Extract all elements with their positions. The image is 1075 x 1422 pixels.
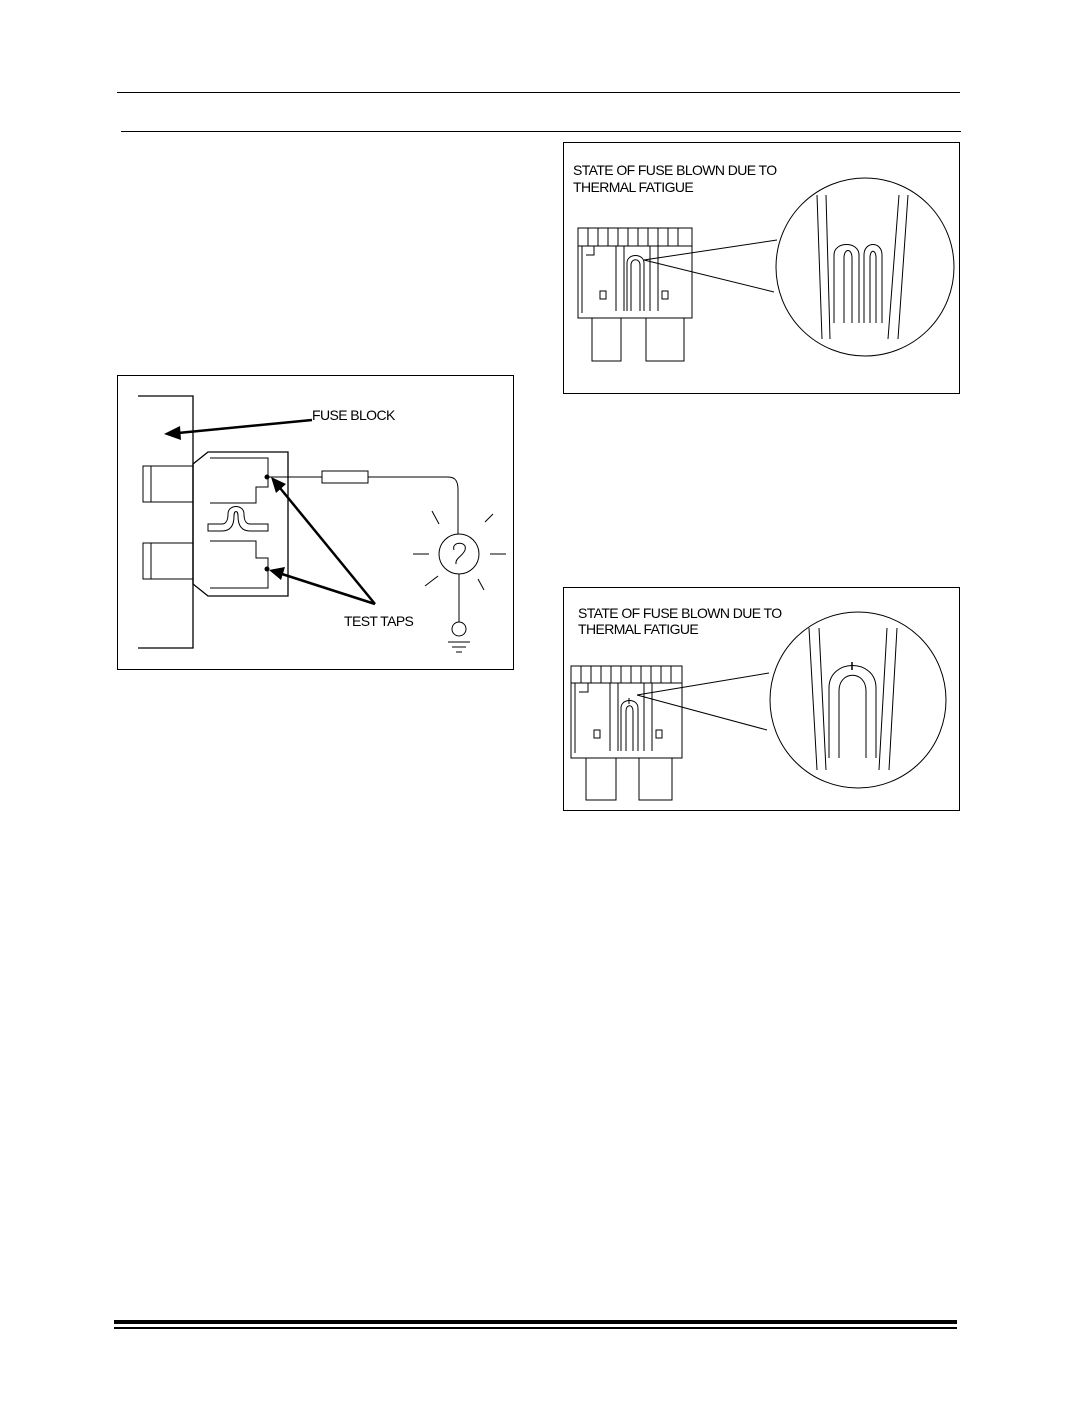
blown-fuse-caption-2-line2: THERMAL FATIGUE bbox=[578, 621, 699, 637]
footer-rule-thin bbox=[114, 1327, 957, 1329]
fuse-block-arrow bbox=[164, 420, 312, 440]
fuse-block-socket-upper bbox=[143, 466, 193, 502]
fuse-test-wiring-figure bbox=[117, 375, 514, 670]
fuse-terminal-upper bbox=[210, 458, 268, 503]
magnified-view-2 bbox=[770, 612, 946, 788]
magnifier-pointer-2 bbox=[637, 673, 769, 730]
blown-fuse-figure-1 bbox=[563, 142, 960, 394]
fuse-test-wiring-diagram bbox=[118, 376, 515, 671]
test-taps-arrow-upper bbox=[271, 477, 375, 604]
fuse-block-socket-lower bbox=[143, 543, 193, 579]
blade-fuse-body bbox=[193, 452, 288, 596]
blown-fuse-caption-1-line2: THERMAL FATIGUE bbox=[573, 179, 694, 195]
magnified-view-1 bbox=[776, 178, 954, 356]
test-taps-label: TEST TAPS bbox=[344, 613, 414, 629]
blown-fuse-diagram-2 bbox=[564, 588, 961, 812]
blown-fuse-diagram-1 bbox=[564, 143, 961, 395]
ground-symbol bbox=[448, 622, 470, 652]
blade-fuse-drawing-1 bbox=[578, 228, 692, 361]
header-rule-top bbox=[117, 92, 960, 93]
test-light-bulb bbox=[439, 534, 479, 622]
blown-fuse-figure-2 bbox=[563, 587, 960, 811]
header-rule-bottom bbox=[121, 131, 961, 132]
footer-rule-thick bbox=[114, 1320, 957, 1324]
magnifier-pointer-1 bbox=[644, 240, 777, 292]
fuse-terminal-lower bbox=[210, 541, 268, 588]
fuse-element bbox=[208, 507, 268, 532]
blade-fuse-drawing-2 bbox=[571, 666, 682, 800]
blown-fuse-caption-2-line1: STATE OF FUSE BLOWN DUE TO bbox=[578, 605, 782, 621]
blown-fuse-caption-1-line1: STATE OF FUSE BLOWN DUE TO bbox=[573, 162, 777, 178]
fuse-block-label: FUSE BLOCK bbox=[312, 407, 395, 423]
test-light-resistor bbox=[322, 471, 368, 483]
test-tap-lower-point bbox=[265, 567, 270, 572]
